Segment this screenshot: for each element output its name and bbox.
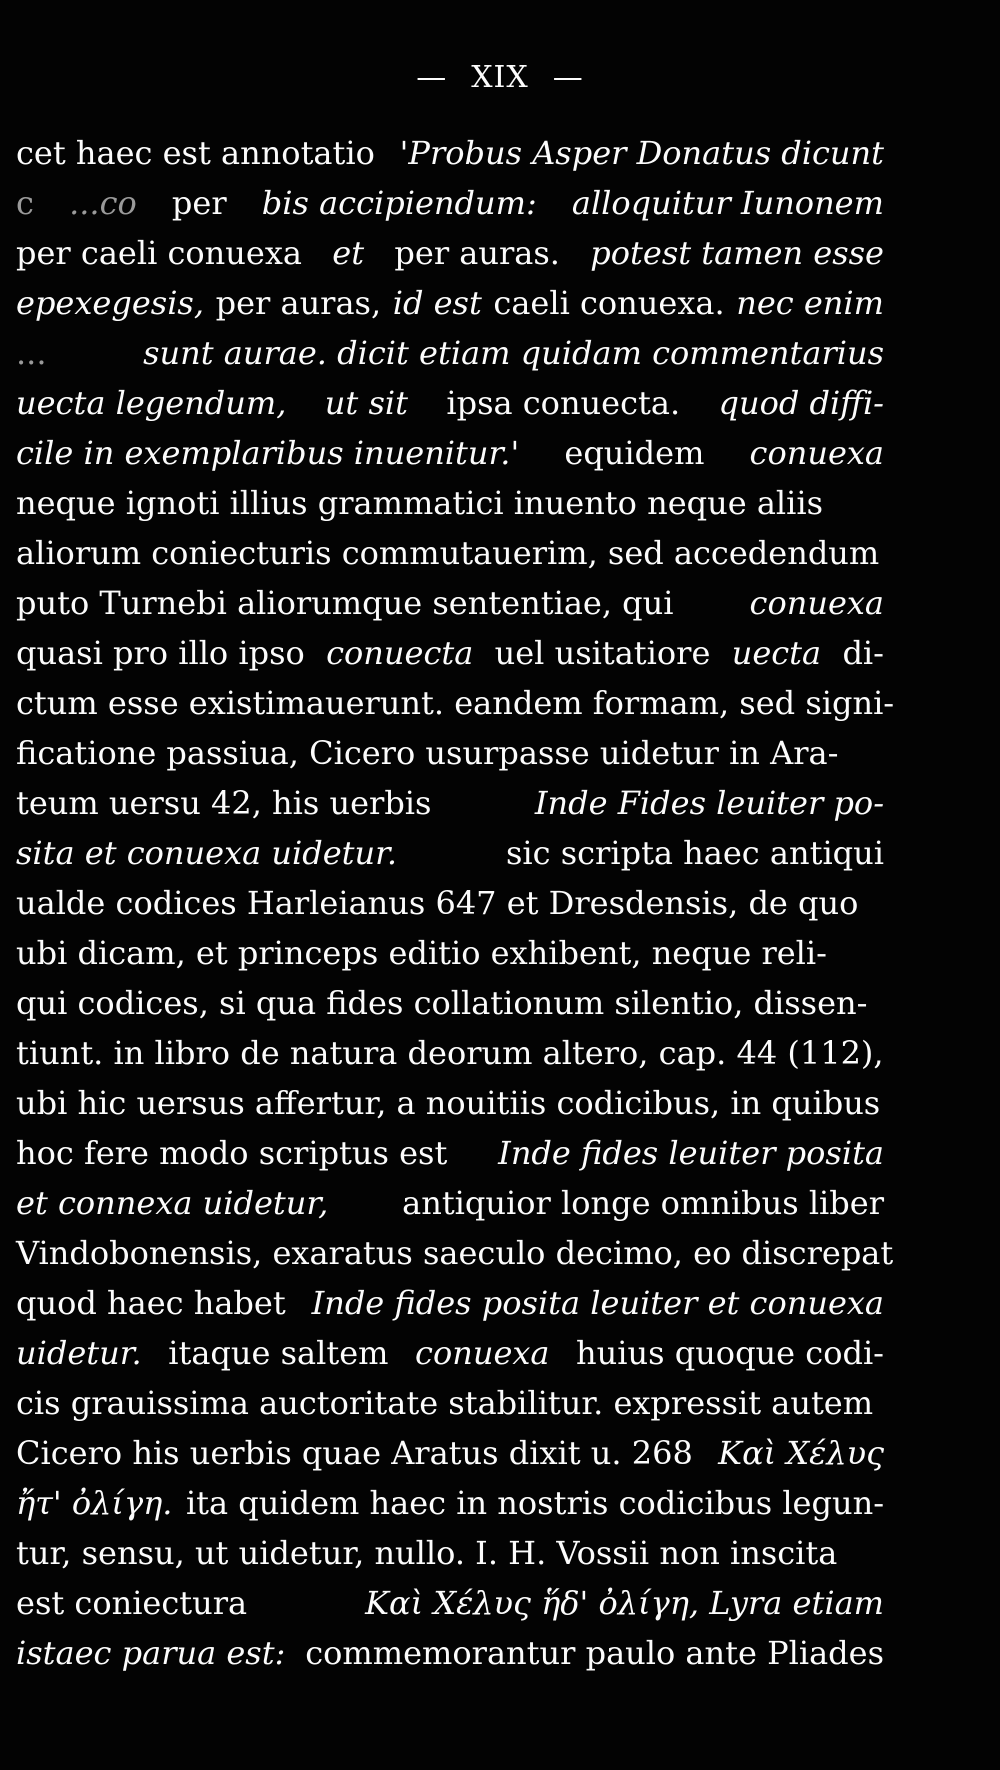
text-segment: commemorantur paulo ante Pliades: [305, 1634, 884, 1672]
text-line: [16, 628, 884, 678]
text-segment: per auras,: [215, 284, 382, 322]
text-segment: Inde fides leuiter posita: [498, 1134, 884, 1172]
text-segment: conuecta: [326, 634, 474, 672]
text-line: [16, 378, 884, 428]
text-segment: Καὶ Χέλυς: [718, 1434, 884, 1472]
text-line: [16, 1278, 884, 1328]
text-segment: Vindobonensis, exaratus saeculo decimo, eo discrepat: [16, 1234, 894, 1272]
text-line: [16, 178, 884, 228]
text-line: [16, 328, 884, 378]
text-line: [16, 428, 884, 478]
text-segment: di-: [842, 634, 884, 672]
text-segment: quod haec habet: [16, 1284, 286, 1322]
text-line: [16, 128, 884, 178]
text-segment: sic scripta haec antiqui: [505, 834, 884, 872]
text-segment: qui codices, si qua fides collationum silentio, dissen-: [16, 984, 868, 1022]
text-segment: conuexa: [415, 1334, 550, 1372]
page-number: XIX: [471, 60, 529, 95]
text-line: [16, 1478, 884, 1528]
text-segment: ipsa conuecta.: [446, 384, 681, 422]
text-line: [16, 978, 884, 1028]
text-segment: caeli conuexa.: [493, 284, 725, 322]
text-segment: ubi hic uersus affertur, a nouitiis codicibus, in quibus: [16, 1084, 881, 1122]
text-segment: et: [332, 234, 365, 272]
text-segment: neque ignoti illius grammatici inuento neque aliis: [16, 484, 824, 522]
text-segment: conuexa: [749, 584, 884, 622]
body-text: [16, 128, 895, 1678]
text-segment: uidetur.: [16, 1334, 142, 1372]
text-line: [16, 1328, 884, 1378]
text-line: [16, 578, 884, 628]
text-line: [16, 228, 884, 278]
text-segment: ctum esse existimauerunt. eandem formam, sed signi-: [16, 684, 895, 722]
text-segment: ita quidem haec in nostris codicibus legun-: [185, 1484, 884, 1522]
text-segment: conuexa: [749, 434, 884, 472]
text-segment: hoc fere modo scriptus est: [16, 1134, 448, 1172]
text-segment: Cicero his uerbis quae Aratus dixit u. 268: [16, 1434, 693, 1472]
text-line: [16, 478, 884, 528]
text-line: [16, 1128, 884, 1178]
text-segment: per: [171, 184, 227, 222]
text-segment: sita et conuexa uidetur.: [16, 834, 398, 872]
text-line: [16, 928, 884, 978]
text-line: [16, 778, 884, 828]
text-line: [16, 828, 884, 878]
text-segment: itaque saltem: [168, 1334, 389, 1372]
text-segment: quasi pro illo ipso: [16, 634, 305, 672]
text-segment: per caeli conuexa: [16, 234, 302, 272]
text-segment: quod diffi-: [718, 384, 884, 422]
text-segment: c: [16, 184, 34, 222]
text-segment: tiunt. in libro de natura deorum altero, cap. 44 (112),: [16, 1034, 884, 1072]
text-segment: uel usitatiore: [494, 634, 711, 672]
text-segment: uecta legendum,: [16, 384, 287, 422]
text-segment: sunt aurae. dicit etiam quidam commentarius: [143, 334, 884, 372]
text-segment: Inde Fides leuiter po-: [534, 784, 884, 822]
text-segment: cet haec est annotatio: [16, 134, 375, 172]
text-line: [16, 528, 884, 578]
text-segment: alloquitur Iunonem: [571, 184, 884, 222]
text-segment: id est: [392, 284, 482, 322]
header-dash-left: —: [416, 60, 448, 95]
text-line: [16, 1428, 884, 1478]
text-segment: huius quoque codi-: [576, 1334, 884, 1372]
text-segment: antiquior longe omnibus liber: [402, 1184, 884, 1222]
text-segment: ...: [16, 334, 47, 372]
text-segment: equidem: [564, 434, 705, 472]
text-segment: ficatione passiua, Cicero usurpasse uidetur in Ara-: [16, 734, 839, 772]
text-line: [16, 1628, 884, 1678]
text-segment: puto Turnebi aliorumque sententiae, qui: [16, 584, 674, 622]
text-line: [16, 878, 884, 928]
text-line: [16, 1178, 884, 1228]
text-line: [16, 1528, 884, 1578]
text-segment: Καὶ Χέλυς ἥδ' ὀλίγη, Lyra etiam: [365, 1584, 884, 1622]
text-line: [16, 728, 884, 778]
text-segment: tur, sensu, ut uidetur, nullo. I. H. Vossii non inscita: [16, 1534, 838, 1572]
text-segment: uecta: [731, 634, 822, 672]
text-segment: ubi dicam, et princeps editio exhibent, neque reli-: [16, 934, 827, 972]
text-line: [16, 1078, 884, 1128]
text-segment: et connexa uidetur,: [16, 1184, 329, 1222]
page-header: [0, 56, 1000, 100]
text-segment: 'Probus Asper Donatus dicunt: [399, 134, 884, 172]
text-segment: cile in exemplaribus inuenitur.': [16, 434, 520, 472]
text-segment: nec enim: [736, 284, 884, 322]
text-segment: potest tamen esse: [590, 234, 884, 272]
text-segment: epexegesis,: [16, 284, 205, 322]
text-line: [16, 1578, 884, 1628]
header-dash-right: —: [552, 60, 584, 95]
text-segment: ut sit: [324, 384, 408, 422]
text-line: [16, 278, 884, 328]
text-segment: aliorum coniecturis commutauerim, sed accedendum: [16, 534, 880, 572]
text-segment: cis grauissima auctoritate stabilitur. expressit autem: [16, 1384, 874, 1422]
text-segment: est coniectura: [16, 1584, 248, 1622]
text-line: [16, 1028, 884, 1078]
text-segment: istaec parua est:: [16, 1634, 286, 1672]
text-line: [16, 1378, 884, 1428]
text-segment: per auras.: [394, 234, 560, 272]
text-segment: ἤτ' ὀλίγη.: [16, 1484, 173, 1522]
text-line: [16, 678, 895, 728]
text-segment: ...co: [69, 184, 137, 222]
text-segment: bis accipiendum:: [261, 184, 537, 222]
text-segment: Inde fides posita leuiter et conuexa: [311, 1284, 884, 1322]
text-segment: teum uersu 42, his uerbis: [16, 784, 432, 822]
text-line: [16, 1228, 894, 1278]
text-segment: ualde codices Harleianus 647 et Dresdensis, de quo: [16, 884, 859, 922]
